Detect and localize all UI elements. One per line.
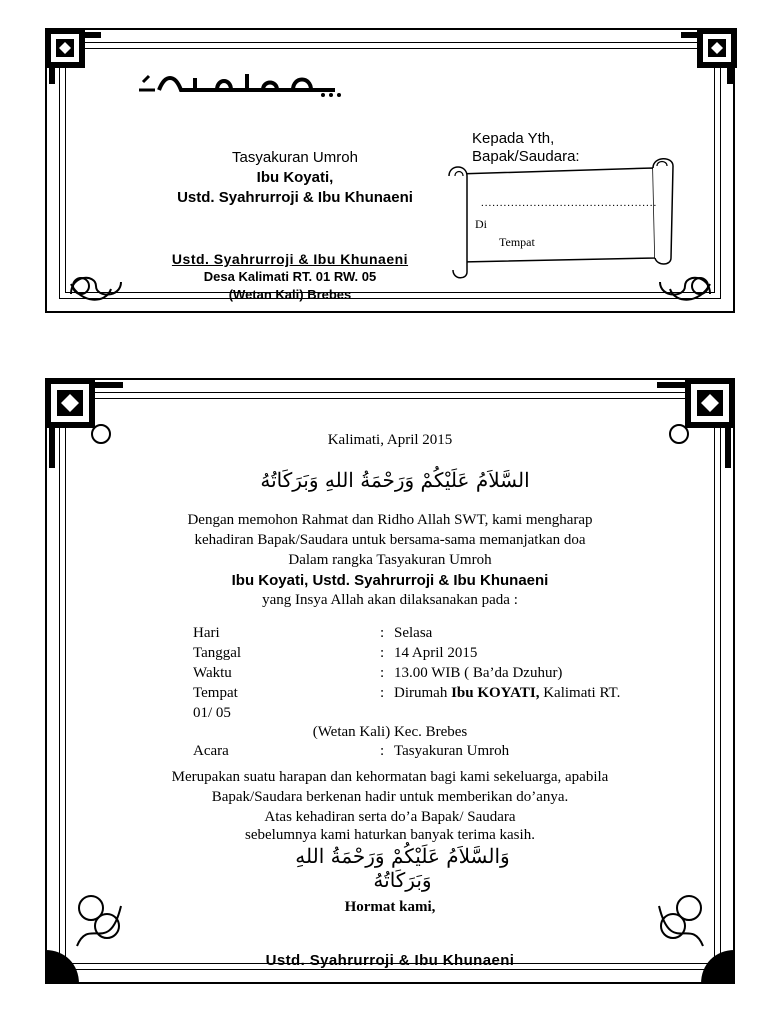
- sender-address-1: Desa Kalimati RT. 01 RW. 05: [203, 269, 377, 284]
- event-title: Tasyakuran Umroh: [232, 149, 358, 166]
- colon: :: [380, 645, 385, 661]
- colon: :: [380, 625, 385, 641]
- salam-closing: وَالسَّلاَمُ عَلَيْكُمْ وَرَحْمَةُ اللهِ وَبَرَكَاتُهُ: [295, 844, 510, 892]
- hari-label: Hari: [193, 625, 220, 641]
- regards: Hormat kami,: [344, 899, 436, 915]
- address-scroll: [443, 150, 678, 280]
- closing-line-1: Merupakan suatu harapan dan kehormatan bagi kami sekeluarga, apabila: [171, 769, 609, 785]
- colon: :: [380, 743, 385, 759]
- corner-ornament-icon: [655, 374, 739, 470]
- recipient-line-1: Kepada Yth,: [472, 130, 555, 147]
- intro-line-3: Dalam rangka Tasyakuran Umroh: [288, 552, 492, 568]
- recipient-dots: ...............................................: [481, 197, 658, 209]
- waktu-value: 13.00 WIB ( Ba’da Dzuhur): [394, 665, 563, 681]
- closing-line-4: sebelumnya kami haturkan banyak terima kasih.: [245, 827, 535, 843]
- sender-name: Ustd. Syahrurroji & Ibu Khunaeni: [171, 251, 409, 267]
- tempat-detail-label: Tempat: [193, 685, 238, 701]
- recipient-line-2: Bapak/Saudara:: [472, 148, 580, 165]
- tempat-suffix: Kalimati RT.: [539, 685, 621, 701]
- invitation-card: [45, 378, 735, 984]
- honorees: Ibu Koyati, Ustd. Syahrurroji & Ibu Khunaeni: [231, 572, 549, 589]
- closing-line-3: Atas kehadiran serta do’a Bapak/ Saudara: [264, 809, 516, 825]
- signature: Ustd. Syahrurroji & Ibu Khunaeni: [265, 952, 515, 969]
- sender-block: [125, 250, 455, 304]
- colon: :: [380, 685, 385, 701]
- envelope-event-block: [175, 148, 415, 208]
- tanggal-label: Tanggal: [193, 645, 242, 661]
- honoree-line-1: Ibu Koyati,: [256, 169, 334, 186]
- corner-ornament-icon: [679, 24, 741, 86]
- honoree-line-2: Ustd. Syahrurroji & Ibu Khunaeni: [177, 189, 413, 206]
- undangan-logo: [135, 68, 355, 98]
- tanggal-value: 14 April 2015: [394, 645, 478, 661]
- place-date: Kalimati, April 2015: [327, 432, 453, 448]
- tempat-host: Ibu KOYATI,: [451, 685, 540, 701]
- acara-value: Tasyakuran Umroh: [394, 743, 510, 759]
- intro-line-4: yang Insya Allah akan dilaksanakan pada :: [262, 592, 518, 608]
- sender-address-2: (Wetan Kali) Brebes: [228, 287, 352, 302]
- undangan-calligraphy-icon: [135, 68, 355, 98]
- tempat-value: [394, 684, 620, 703]
- corner-ornament-icon: [41, 374, 125, 470]
- closing-line-2: Bapak/Saudara berkenan hadir untuk memberikan do’anya.: [211, 789, 569, 805]
- acara-label: Acara: [193, 743, 229, 759]
- knot-ornament-icon: [61, 264, 131, 304]
- intro-line-1: Dengan memohon Rahmat dan Ridho Allah SWT, kami mengharap: [187, 512, 593, 528]
- corner-ornament-icon: [41, 24, 103, 86]
- hari-value: Selasa: [394, 625, 433, 641]
- tempat-wrap: 01/ 05: [193, 705, 231, 721]
- intro-line-2: kehadiran Bapak/Saudara untuk bersama-sama memanjatkan doa: [194, 532, 586, 548]
- salam-opening: السَّلاَمُ عَلَيْكُمْ وَرَحْمَةُ اللهِ وَبَرَكَاتُهُ: [260, 468, 530, 492]
- tempat-line-2: (Wetan Kali) Kec. Brebes: [312, 724, 468, 740]
- scroll-icon: [443, 150, 678, 280]
- tempat-label: Tempat: [499, 235, 535, 249]
- envelope-card: [45, 28, 735, 313]
- tempat-prefix: Dirumah: [394, 685, 452, 701]
- waktu-label: Waktu: [193, 665, 232, 681]
- di-label: Di: [475, 217, 487, 231]
- colon: :: [380, 665, 385, 681]
